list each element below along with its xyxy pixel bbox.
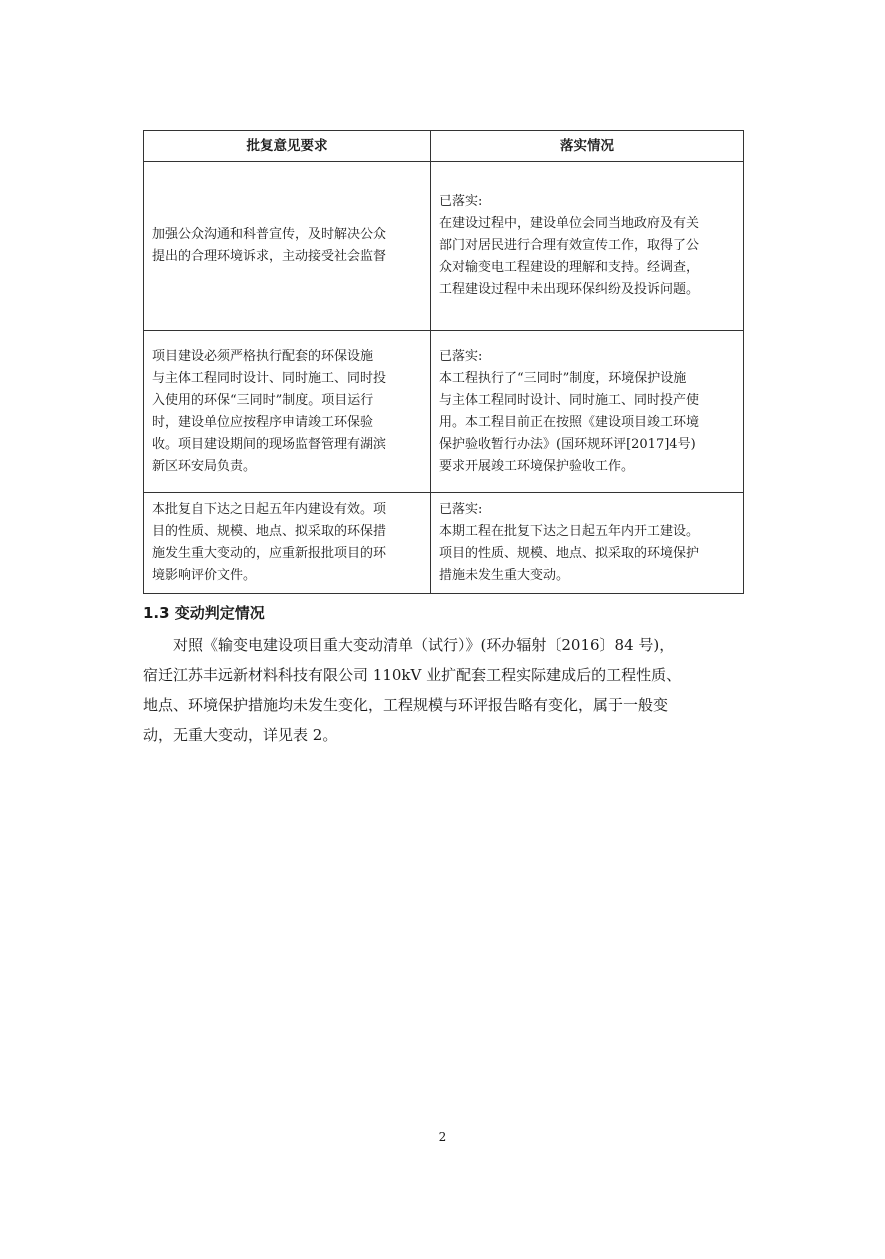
requirement-line: 入使用的环保“三同时”制度。项目运行: [152, 392, 374, 408]
requirement-cell: [144, 331, 431, 493]
implementation-line: 部门对居民进行合理有效宣传工作，取得了公: [439, 238, 700, 253]
implementation-line: 本期工程在批复下达之日起五年内开工建设。: [439, 524, 700, 539]
section-heading: 1.3 变动判定情况: [143, 604, 265, 622]
requirement-line: 本批复自下达之日起五年内建设有效。项: [152, 502, 387, 517]
paragraph-line: 宿迁江苏丰远新材料科技有限公司 110kV 业扩配套工程实际建成后的工程性质、: [143, 666, 682, 684]
implementation-line: 保护验收暂行办法》(国环规环评[2017]4号): [439, 436, 696, 452]
implementation-line: 本工程执行了“三同时”制度，环境保护设施: [439, 370, 687, 386]
header-requirement: 批复意见要求: [144, 131, 431, 162]
header-implementation: 落实情况: [431, 131, 744, 162]
implementation-line: 项目的性质、规模、地点、拟采取的环境保护: [439, 546, 700, 561]
implementation-cell: [431, 493, 744, 594]
paragraph-line: 动，无重大变动，详见表 2。: [143, 726, 338, 744]
table-header-row: [144, 131, 744, 162]
requirement-line: 时，建设单位应按程序申请竣工环保验: [152, 414, 374, 430]
implementation-line: 与主体工程同时设计、同时施工、同时投产使: [439, 392, 700, 408]
implementation-cell: [431, 162, 744, 331]
paragraph-line: 对照《输变电建设项目重大变动清单（试行）》(环办辐射〔2016〕84 号)，: [143, 636, 675, 654]
requirement-line: 境影响评价文件。: [152, 568, 257, 583]
table-row: [144, 162, 744, 331]
paragraph-line: 地点、环境保护措施均未发生变化，工程规模与环评报告略有变化，属于一般变: [143, 696, 669, 714]
requirement-line: 加强公众沟通和科普宣传，及时解决公众: [152, 227, 387, 242]
requirement-cell: [144, 162, 431, 331]
requirement-line: 施发生重大变动的，应重新报批项目的环: [152, 546, 387, 561]
implementation-line: 在建设过程中，建设单位会同当地政府及有关: [439, 216, 700, 231]
implementation-line: 已落实:: [439, 194, 483, 209]
page-number: 2: [438, 1130, 447, 1144]
requirement-line: 项目建设必须严格执行配套的环保设施: [152, 348, 374, 364]
implementation-line: 要求开展竣工环境保护验收工作。: [439, 458, 635, 474]
implementation-cell: [431, 331, 744, 493]
implementation-line: 已落实:: [439, 502, 483, 517]
table-row: [144, 331, 744, 493]
requirement-line: 提出的合理环境诉求，主动接受社会监督: [152, 249, 387, 264]
approval-opinions-table: [143, 130, 744, 594]
requirement-line: 收。项目建设期间的现场监督管理有湖滨: [152, 436, 387, 452]
table-row: [144, 493, 744, 594]
requirement-line: 新区环安局负责。: [152, 458, 257, 474]
section-paragraph: [143, 630, 743, 750]
implementation-line: 用。本工程目前正在按照《建设项目竣工环境: [439, 414, 700, 430]
implementation-line: 众对输变电工程建设的理解和支持。经调查，: [439, 260, 700, 275]
implementation-line: 已落实:: [439, 348, 483, 364]
implementation-line: 工程建设过程中未出现环保纠纷及投诉问题。: [439, 282, 700, 297]
requirement-line: 目的性质、规模、地点、拟采取的环保措: [152, 524, 387, 539]
requirement-line: 与主体工程同时设计、同时施工、同时投: [152, 370, 387, 386]
implementation-line: 措施未发生重大变动。: [439, 568, 570, 583]
requirement-cell: [144, 493, 431, 594]
